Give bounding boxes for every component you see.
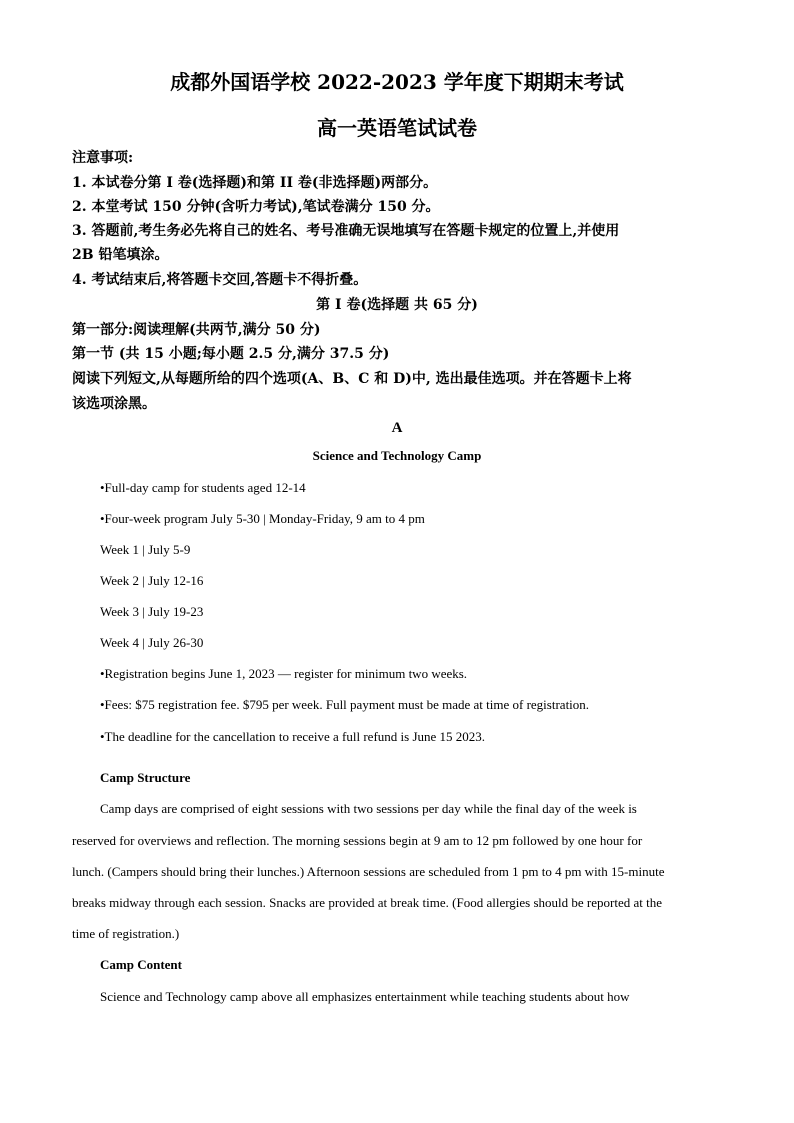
notice-heading: 注意事项: bbox=[72, 150, 134, 166]
notice-item: 2B 铅笔填涂。 bbox=[72, 247, 169, 263]
paragraph-line: Science and Technology camp above all emphasizes entertainment while teaching students about how bbox=[100, 989, 630, 1004]
exam-subtitle: 高一英语笔试试卷 bbox=[317, 116, 477, 140]
volume-heading: 第 I 卷(选择题 共 65 分) bbox=[316, 297, 478, 313]
camp-content-heading: Camp Content bbox=[100, 957, 182, 972]
list-item: •Full-day camp for students aged 12-14 bbox=[100, 480, 306, 495]
section-heading: 第一部分:阅读理解(共两节,满分 50 分) bbox=[72, 322, 321, 338]
notice-item: 1. 本试卷分第 I 卷(选择题)和第 II 卷(非选择题)两部分。 bbox=[72, 175, 438, 191]
list-item: •Four-week program July 5-30 | Monday-Friday, 9 am to 4 pm bbox=[100, 511, 425, 526]
paragraph-line: lunch. (Campers should bring their lunches.) Afternoon sessions are scheduled from 1 pm to 4 pm with 15-minute bbox=[72, 864, 665, 879]
paragraph-line: time of registration.) bbox=[72, 926, 180, 941]
notice-item: 2. 本堂考试 150 分钟(含听力考试),笔试卷满分 150 分。 bbox=[72, 199, 440, 215]
list-item: Week 3 | July 19-23 bbox=[100, 604, 204, 619]
notice-item: 3. 答题前,考生务必先将自己的姓名、考号准确无误地填写在答题卡规定的位置上,并使用 bbox=[72, 223, 620, 239]
list-item: Week 2 | July 12-16 bbox=[100, 573, 204, 588]
list-item: •The deadline for the cancellation to receive a full refund is June 15 2023. bbox=[100, 729, 486, 744]
instructions: 阅读下列短文,从每题所给的四个选项(A、B、C 和 D)中, 选出最佳选项。并在答题卡上将 bbox=[72, 371, 632, 387]
paragraph-line: Camp days are comprised of eight sessions with two sessions per day while the final day of the week is bbox=[100, 801, 637, 816]
notice-item: 4. 考试结束后,将答题卡交回,答题卡不得折叠。 bbox=[72, 272, 368, 288]
list-item: Week 4 | July 26-30 bbox=[100, 635, 204, 650]
list-item: Week 1 | July 5-9 bbox=[100, 542, 191, 557]
exam-title: 成都外国语学校 2022-2023 学年度下期期末考试 bbox=[170, 70, 624, 94]
list-item: •Fees: $75 registration fee. $795 per week. Full payment must be made at time of registration. bbox=[100, 697, 590, 712]
instructions-cont: 该选项涂黑。 bbox=[72, 396, 156, 412]
passage-title: Science and Technology Camp bbox=[312, 448, 482, 463]
paragraph-line: reserved for overviews and reflection. The morning sessions begin at 9 am to 12 pm followed by one hour for bbox=[72, 833, 643, 848]
list-item: •Registration begins June 1, 2023 — register for minimum two weeks. bbox=[100, 666, 468, 681]
subsection-heading: 第一节 (共 15 小题;每小题 2.5 分,满分 37.5 分) bbox=[72, 346, 390, 362]
passage-label: A bbox=[391, 420, 403, 436]
paragraph-line: breaks midway through each session. Snacks are provided at break time. (Food allergies should be reported at the bbox=[72, 895, 663, 910]
camp-structure-heading: Camp Structure bbox=[100, 770, 191, 785]
